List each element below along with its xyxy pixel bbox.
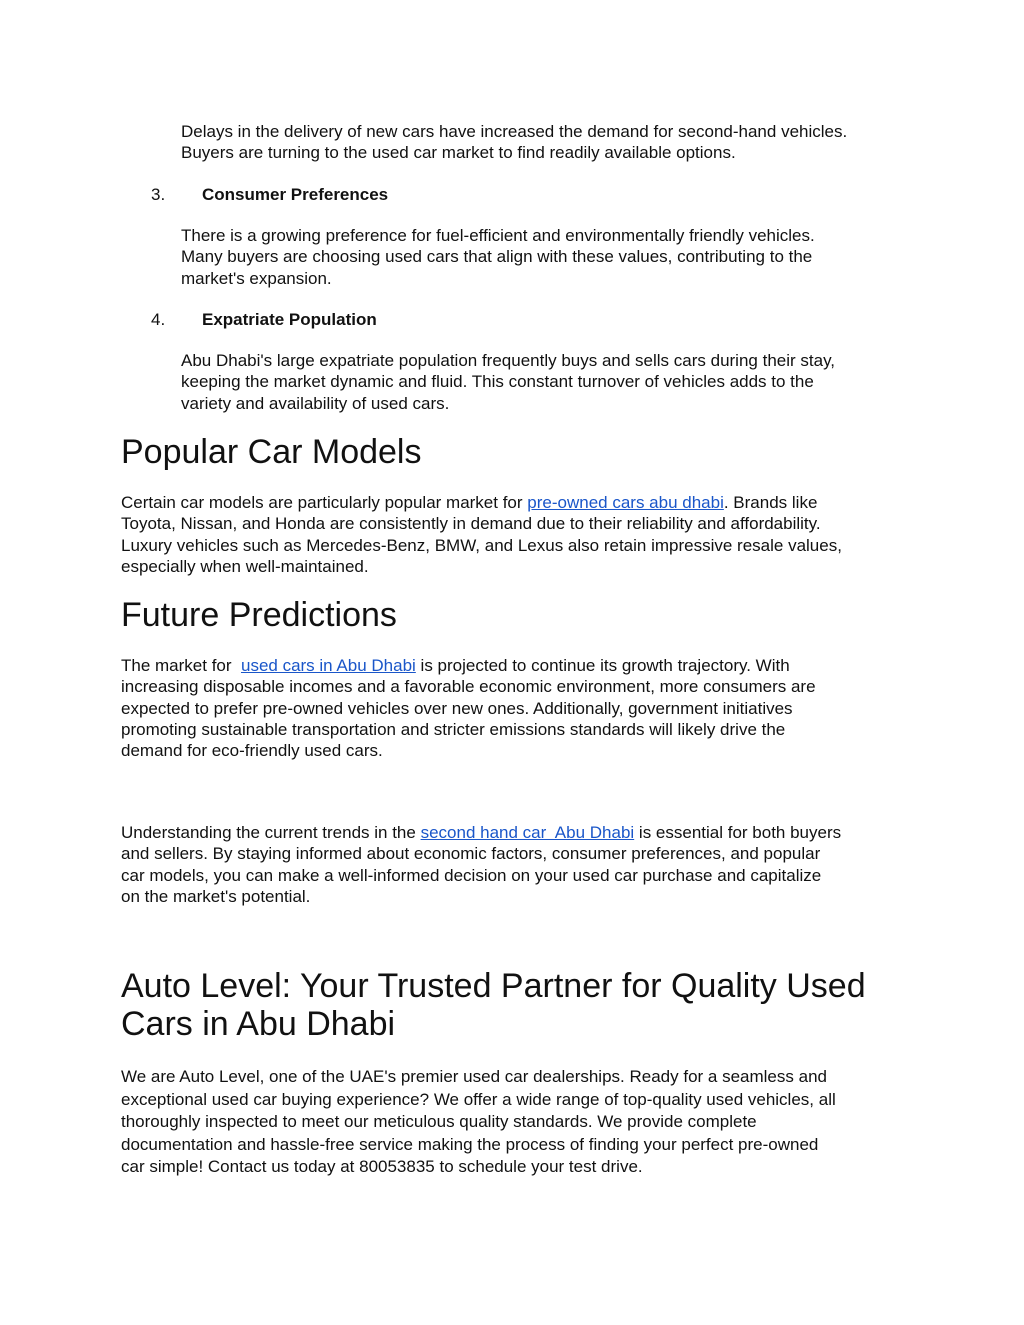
second-hand-car-link[interactable]: second hand car Abu Dhabi — [420, 823, 635, 842]
paragraph-line: and sellers. By staying informed about economic factors, consumer preferences, and popular — [121, 844, 821, 864]
heading-line: Auto Level: Your Trusted Partner for Quality Used — [121, 967, 866, 1005]
paragraph-line: There is a growing preference for fuel-efficient and environmentally friendly vehicles. — [181, 226, 815, 245]
text-span: Certain car models are particularly popular market for — [121, 493, 528, 512]
intro-paragraph — [181, 121, 847, 164]
intro-line: Buyers are turning to the used car market to find readily available options. — [181, 143, 736, 163]
list-number: 4. — [151, 310, 166, 329]
list-item-title: Consumer Preferences — [202, 185, 389, 204]
section-heading-future-predictions: Future Predictions — [121, 596, 397, 634]
text-span: . Brands like — [723, 493, 818, 512]
paragraph-line: keeping the market dynamic and fluid. This constant turnover of vehicles adds to the — [181, 372, 814, 392]
section-heading-popular-models: Popular Car Models — [121, 433, 422, 471]
paragraph-line: market's expansion. — [181, 268, 332, 288]
text-span: The market for — [121, 656, 241, 675]
paragraph-line: documentation and hassle-free service making the process of finding your perfect pre-owned — [121, 1134, 819, 1154]
list-number: 3. — [151, 185, 166, 204]
paragraph-line: thoroughly inspected to meet our meticulous quality standards. We provide complete — [121, 1112, 757, 1131]
text-span: is projected to continue its growth trajectory. With — [415, 656, 790, 675]
paragraph-line — [121, 492, 842, 513]
paragraph-line: on the market's potential. — [121, 886, 311, 906]
paragraph-line: Toyota, Nissan, and Honda are consistently in demand due to their reliability and affordability. — [121, 514, 821, 534]
paragraph-line — [121, 822, 841, 843]
auto-level-paragraph — [121, 1066, 836, 1179]
text-span: Understanding the current trends in the — [121, 823, 421, 842]
paragraph-line: increasing disposable incomes and a favorable economic environment, more consumers are — [121, 677, 816, 697]
heading-line: Cars in Abu Dhabi — [121, 1005, 396, 1043]
paragraph-line: Abu Dhabi's large expatriate population frequently buys and sells cars during their stay, — [181, 351, 836, 370]
paragraph-line: promoting sustainable transportation and stricter emissions standards will likely drive the — [121, 719, 786, 739]
paragraph-line: demand for eco-friendly used cars. — [121, 741, 383, 761]
paragraph-line: expected to prefer pre-owned vehicles over new ones. Additionally, government initiatives — [121, 698, 793, 718]
popular-models-paragraph — [121, 492, 842, 577]
section-heading-auto-level — [121, 967, 866, 1043]
paragraph-line: car simple! Contact us today at 80053835 to schedule your test drive. — [121, 1157, 643, 1176]
future-predictions-paragraph — [121, 655, 816, 761]
paragraph-line: especially when well-maintained. — [121, 556, 369, 576]
text-span: is essential for both buyers — [634, 823, 842, 842]
paragraph-line: We are Auto Level, one of the UAE's premier used car dealerships. Ready for a seamless and — [121, 1067, 827, 1086]
used-cars-abu-dhabi-link[interactable]: used cars in Abu Dhabi — [240, 656, 416, 675]
intro-line: Delays in the delivery of new cars have increased the demand for second-hand vehicles. — [181, 122, 848, 141]
list-item-title: Expatriate Population — [202, 310, 377, 329]
list-item-paragraph — [181, 225, 815, 289]
paragraph-line: exceptional used car buying experience? We offer a wide range of top-quality used vehicles, all — [121, 1089, 836, 1109]
paragraph-line: Luxury vehicles such as Mercedes-Benz, BMW, and Lexus also retain impressive resale values, — [121, 535, 842, 555]
conclusion-paragraph — [121, 822, 841, 907]
paragraph-line — [121, 655, 816, 676]
pre-owned-cars-link[interactable]: pre-owned cars abu dhabi — [527, 493, 724, 512]
paragraph-line: car models, you can make a well-informed decision on your used car purchase and capitalize — [121, 865, 822, 885]
list-item-paragraph — [181, 350, 835, 414]
paragraph-line: Many buyers are choosing used cars that align with these values, contributing to the — [181, 247, 813, 267]
paragraph-line: variety and availability of used cars. — [181, 393, 450, 413]
